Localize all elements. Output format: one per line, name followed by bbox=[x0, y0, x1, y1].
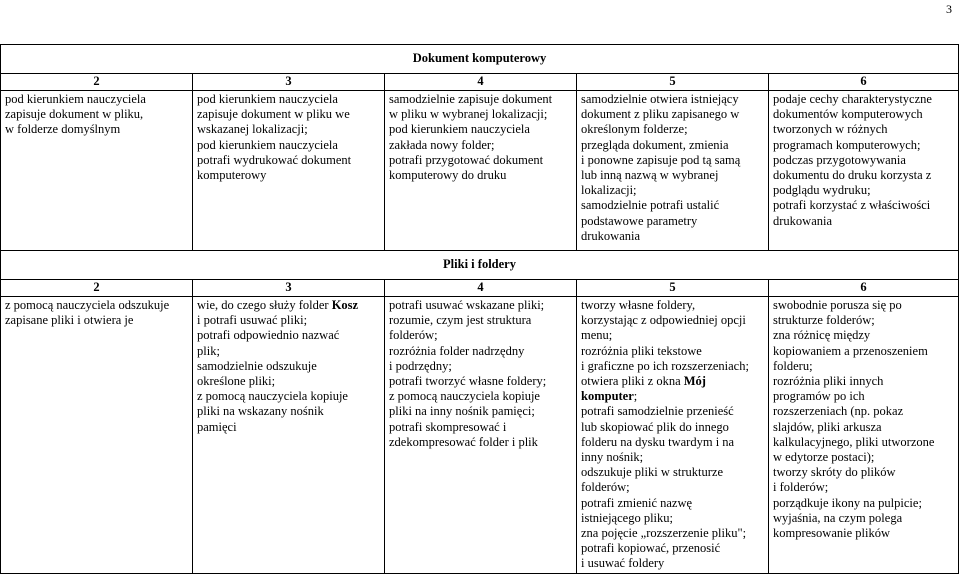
document-grade-3-cell: pod kierunkiem nauczyciela zapisuje dokument w pliku we wskazanej lokalizacji; pod kierunkiem nauczyciela potrafi wydrukować dokument komputerowy bbox=[193, 91, 385, 251]
files-grade-4-cell: potrafi usuwać wskazane pliki; rozumie, czym jest struktura folderów; rozróżnia folder nadrzędny i podrzędny; potrafi tworzyć własne foldery; z pomocą nauczyciela kopiuje pliki na inny nośnik pamięci; potrafi skompresować i zdekompresować folder i plik bbox=[385, 297, 577, 574]
document-grade-2-cell: pod kierunkiem nauczyciela zapisuje dokument w pliku, w folderze domyślnym bbox=[1, 91, 193, 251]
grade-header-2: 2 bbox=[1, 280, 193, 297]
files-grade-6-cell: swobodnie porusza się po strukturze folderów; zna różnicę między kopiowaniem a przenoszeniem folderu; rozróżnia pliki innych programów po ich rozszerzeniach (np. pokaz slajdów, pliki arkusza kalkulacyjnego, pliki utworzone w edytorze postaci); tworzy skróty do plików i folderów; porządkuje ikony na pulpicie; wyjaśnia, na czym polega kompresowanie plików bbox=[769, 297, 959, 574]
grade-header-3: 3 bbox=[193, 74, 385, 91]
files-grade-2-cell: z pomocą nauczyciela odszukuje zapisane pliki i otwiera je bbox=[1, 297, 193, 574]
document-grade-5-cell: samodzielnie otwiera istniejący dokument z pliku zapisanego w określonym folderze; przegląda dokument, zmienia i ponowne zapisuje pod tą samą lub inną nazwą w wybranej lokalizacji; samodzielnie potrafi ustalić podstawowe parametry drukowania bbox=[577, 91, 769, 251]
files-grade-3-cell bbox=[193, 297, 385, 574]
section-title-files: Pliki i foldery bbox=[1, 251, 959, 280]
files-grade-3-text-b: i potrafi usuwać pliki; potrafi odpowiednio nazwać plik; samodzielnie odszukuje określone pliki; z pomocą nauczyciela kopiuje pliki na wskazany nośnik pamięci bbox=[197, 313, 348, 434]
grade-header-4: 4 bbox=[385, 280, 577, 297]
document-grade-4-cell: samodzielnie zapisuje dokument w pliku w wybranej lokalizacji; pod kierunkiem nauczyciela zakłada nowy folder; potrafi przygotować dokument komputerowy do druku bbox=[385, 91, 577, 251]
page-number: 3 bbox=[946, 2, 952, 16]
files-grade-5-text-a: tworzy własne foldery, korzystając z odpowiedniej opcji menu; rozróżnia pliki tekstowe i graficzne po ich rozszerzeniach; otwiera pliki z okna bbox=[581, 298, 749, 389]
grade-header-6: 6 bbox=[769, 74, 959, 91]
document-grade-6-cell: podaje cechy charakterystyczne dokumentów komputerowych tworzonych w różnych programach komputerowych; podczas przygotowywania dokumentu do druku korzysta z podglądu wydruku; potrafi korzystać z właściwości drukowania bbox=[769, 91, 959, 251]
grade-header-2: 2 bbox=[1, 74, 193, 91]
grade-header-4: 4 bbox=[385, 74, 577, 91]
trash-folder-name: Kosz bbox=[331, 298, 359, 312]
grade-header-5: 5 bbox=[577, 74, 769, 91]
files-grade-5-cell bbox=[577, 297, 769, 574]
section-title-document: Dokument komputerowy bbox=[1, 45, 959, 74]
grade-header-5: 5 bbox=[577, 280, 769, 297]
files-grade-5-text-b: ; potrafi samodzielnie przenieść lub skopiować plik do innego folderu na dysku twardym i na inny nośnik; odszukuje pliki w strukturze folderów; potrafi zmienić nazwę istniejącego pliku; zna pojęcie „rozszerzenie pliku"; potrafi kopiować, przenosić i usuwać foldery bbox=[581, 389, 747, 571]
grade-header-3: 3 bbox=[193, 280, 385, 297]
requirements-table bbox=[0, 44, 959, 574]
grade-header-6: 6 bbox=[769, 280, 959, 297]
files-grade-3-text-a: wie, do czego służy folder bbox=[197, 298, 332, 312]
my-computer-name: Mój komputer bbox=[581, 374, 706, 404]
